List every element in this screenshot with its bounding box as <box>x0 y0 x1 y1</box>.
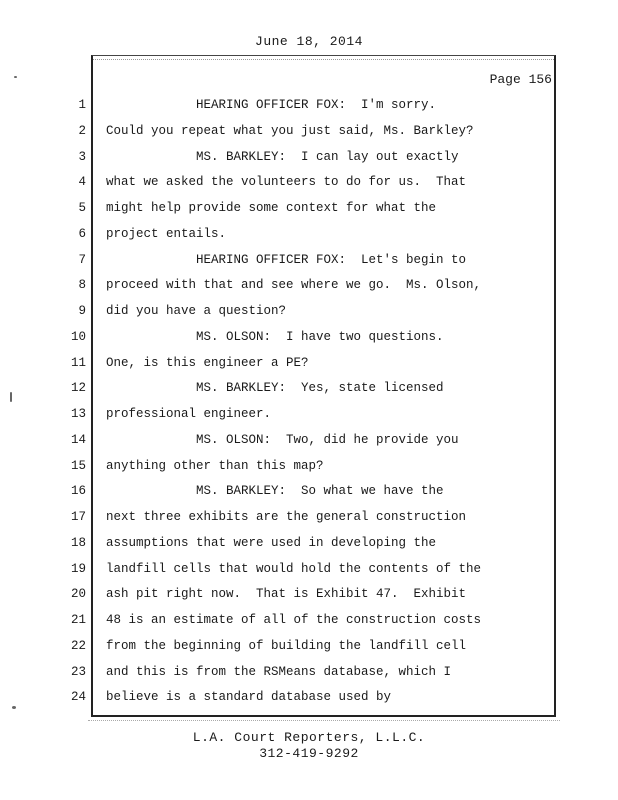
line-number: 2 <box>78 123 86 138</box>
transcript-line: HEARING OFFICER FOX: Let's begin to <box>106 252 467 267</box>
line-number: 8 <box>78 278 86 293</box>
line-number: 14 <box>70 432 86 447</box>
line-number: 12 <box>70 381 86 396</box>
line-number: 23 <box>70 664 86 679</box>
transcript-line: landfill cells that would hold the contents of the <box>106 561 482 576</box>
line-number-column <box>62 93 86 711</box>
transcript-line: MS. OLSON: Two, did he provide you <box>106 432 459 447</box>
bottom-dotted-rule <box>88 720 560 721</box>
transcript-line: 48 is an estimate of all of the construction costs <box>106 613 482 627</box>
transcript-line: MS. OLSON: I have two questions. <box>106 329 444 344</box>
transcript-line: MS. BARKLEY: I can lay out exactly <box>106 149 459 164</box>
line-number: 24 <box>70 690 86 705</box>
line-number: 7 <box>78 252 86 267</box>
transcript-line: MS. BARKLEY: So what we have the <box>106 484 444 499</box>
frame-top-rule <box>93 59 554 60</box>
transcript-line: MS. BARKLEY: Yes, state licensed <box>106 381 444 396</box>
line-number: 11 <box>70 355 86 370</box>
transcript-line: proceed with that and see where we go. Ms. Olson, <box>106 278 482 293</box>
line-number: 1 <box>78 98 86 112</box>
transcript-line: believe is a standard database used by <box>106 690 392 705</box>
transcript-line: professional engineer. <box>106 407 272 421</box>
line-number: 16 <box>70 484 86 499</box>
transcript-line: from the beginning of building the landfill cell <box>106 638 467 653</box>
line-number: 4 <box>78 175 86 190</box>
scan-speck <box>14 76 17 78</box>
line-number: 17 <box>70 510 86 524</box>
transcript-body <box>106 93 546 711</box>
line-number: 18 <box>70 535 86 550</box>
line-number: 19 <box>70 561 86 576</box>
line-number: 20 <box>70 587 86 602</box>
line-number: 21 <box>70 613 86 627</box>
line-number: 5 <box>78 201 86 215</box>
transcript-line: did you have a question? <box>106 304 287 318</box>
transcript-line: project entails. <box>106 226 227 241</box>
transcript-line: might help provide some context for what the <box>106 201 437 215</box>
line-number: 3 <box>78 149 86 164</box>
transcript-line: HEARING OFFICER FOX: I'm sorry. <box>106 98 437 112</box>
transcript-line: anything other than this map? <box>106 458 324 473</box>
page-number: Page 156 <box>489 72 552 87</box>
transcript-line: One, is this engineer a PE? <box>106 355 309 370</box>
transcript-line: what we asked the volunteers to do for us. That <box>106 175 467 190</box>
transcript-line: and this is from the RSMeans database, which I <box>106 664 452 679</box>
footer-phone: 312-419-9292 <box>259 746 359 761</box>
transcript-line: next three exhibits are the general construction <box>106 510 467 524</box>
scan-speck <box>12 706 16 709</box>
line-number: 22 <box>70 638 86 653</box>
footer-company: L.A. Court Reporters, L.L.C. <box>192 730 426 745</box>
transcript-line: Could you repeat what you just said, Ms. Barkley? <box>106 123 474 138</box>
line-number: 10 <box>70 329 86 344</box>
transcript-line: assumptions that were used in developing the <box>106 535 437 550</box>
scan-speck <box>10 392 12 402</box>
footer <box>0 730 618 762</box>
header-date: June 18, 2014 <box>255 34 363 49</box>
line-number: 15 <box>70 458 86 473</box>
line-number: 6 <box>78 226 86 241</box>
line-number: 13 <box>70 407 86 421</box>
line-number: 9 <box>78 304 86 318</box>
transcript-line: ash pit right now. That is Exhibit 47. Exhibit <box>106 587 467 602</box>
